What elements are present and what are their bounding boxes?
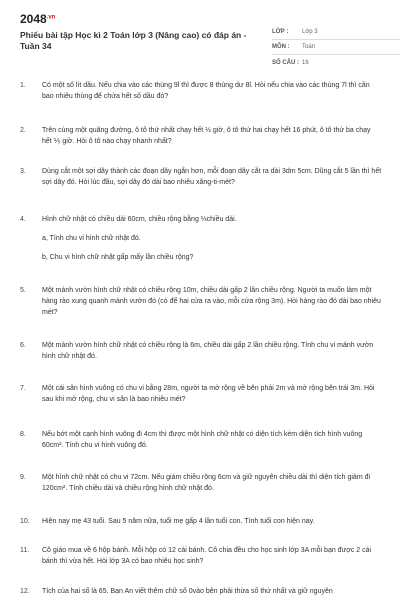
meta-value: 16	[302, 59, 309, 66]
question-item	[20, 516, 382, 527]
question-text: Hình chữ nhật có chiều dài 60cm, chiều rộng bằng ⅓chiều dài.	[42, 216, 237, 223]
question-item	[20, 214, 382, 263]
question-number: 4.	[20, 216, 26, 223]
question-text: Có một số lít dầu. Nếu chia vào các thùng 9l thì được 8 thùng dư 8l. Hỏi nếu chia vào các thùng 7l thì cần bao nhiêu thùng để chứa hết số dầu đó?	[42, 82, 370, 100]
question-text: Trên cùng một quãng đường, ô tô thứ nhất chạy hết ½ giờ, ô tô thứ hai chạy hết 16 phút, ô tô thứ ba chạy hết ⅕ giờ. Hỏi ô tô nào chạy nhanh nhất?	[42, 127, 371, 145]
question-text: Nếu bớt một cạnh hình vuông đi 4cm thì được một hình chữ nhật có diện tích kém diện tích hình vuông 60cm². Tính chu vi hình vuông đó.	[42, 431, 363, 449]
question-number: 8.	[20, 431, 26, 438]
question-text: Cô giáo mua về 6 hộp bánh. Mỗi hộp có 12 cái bánh. Cô chia đều cho học sinh lớp 3A mỗi bạn được 2 cái bánh thì vừa hết. Hỏi lớp 3A có bao nhiêu học sinh?	[42, 547, 372, 565]
meta-row-subject	[272, 40, 400, 55]
question-number: 2.	[20, 127, 26, 134]
question-item	[20, 340, 382, 362]
question-text: Hiện nay mẹ 43 tuổi. Sau 5 năm nữa, tuổi mẹ gấp 4 lần tuổi con. Tính tuổi con hiện nay.	[42, 518, 315, 525]
meta-label: SỐ CÂU :	[272, 59, 299, 66]
question-number: 5.	[20, 287, 26, 294]
question-subpart: b, Chu vi hình chữ nhật gấp mấy lần chiều rộng?	[42, 254, 194, 261]
question-item	[20, 586, 382, 597]
question-text: Dùng cắt một sợi dây thành các đoạn dây ngắn hơn, mỗi đoạn dây cắt ra dài 3dm 5cm. Dũng cắt 5 lần thì hết sợi dây đó. Hỏi lúc đầu, sợi dây đó dài bao nhiêu xăng-ti-mét?	[42, 168, 382, 186]
meta-label: MÔN :	[272, 44, 290, 50]
page-header	[20, 12, 386, 66]
question-text: Tích của hai số là 65. Bạn An viết thêm chữ số 0vào bên phải thừa số thứ nhất và giữ nguyên	[42, 588, 333, 595]
page-title: Phiếu bài tập Học kì 2 Toán lớp 3 (Nâng cao) có đáp án - Tuần 34	[20, 30, 247, 51]
question-number: 1.	[20, 82, 26, 89]
question-item	[20, 383, 382, 405]
logo-suffix: .vn	[46, 14, 56, 21]
question-item	[20, 545, 382, 567]
question-text: Một hình chữ nhật có chu vi 72cm. Nếu giảm chiều rộng 6cm và giữ nguyên chiều dài thì diện tích giảm đi 120cm². Tính chiều dài và chiều rộng hình chữ nhật đó.	[42, 474, 371, 492]
question-subpart: a, Tính chu vi hình chữ nhật đó.	[42, 235, 141, 242]
question-item	[20, 429, 382, 451]
question-number: 12.	[20, 588, 30, 595]
question-item	[20, 285, 382, 318]
question-text: Một mảnh vườn hình chữ nhật có chiều rộng 10m, chiều dài gấp 2 lần chiều rộng. Người ta muốn làm một hàng rào xung quanh mảnh vườn đó (có để hai cửa ra vào, mỗi cửa rộng 3m). Hỏi hàng rào đó dài bao nhiêu mét?	[42, 287, 381, 316]
meta-label: LỚP :	[272, 29, 289, 35]
logo-text: 2048	[20, 12, 47, 26]
meta-value: Toán	[302, 44, 316, 50]
meta-table	[272, 25, 400, 70]
question-number: 9.	[20, 474, 26, 481]
question-item	[20, 80, 382, 102]
question-number: 10.	[20, 518, 30, 525]
meta-value: Lớp 3	[302, 29, 318, 35]
question-text: Một cái sân hình vuông có chu vi bằng 28m, người ta mở rộng về bên phải 2m và mở rộng bên trái 3m. Hỏi sau khi mở rộng, chu vi sân là bao nhiêu mét?	[42, 385, 375, 403]
question-text: Một mảnh vườn hình chữ nhật có chiều rộng là 6m, chiều dài gấp 2 lần chiều rộng. Tính chu vi mảnh vườn hình chữ nhật đó.	[42, 342, 374, 360]
meta-row-class	[272, 25, 400, 40]
meta-row-count	[272, 55, 400, 70]
question-number: 11.	[20, 547, 30, 554]
question-item	[20, 125, 382, 147]
site-logo[interactable]	[20, 12, 55, 26]
question-number: 3.	[20, 168, 26, 175]
question-item	[20, 472, 382, 494]
question-number: 6.	[20, 342, 26, 349]
question-item	[20, 166, 382, 188]
question-number: 7.	[20, 385, 26, 392]
